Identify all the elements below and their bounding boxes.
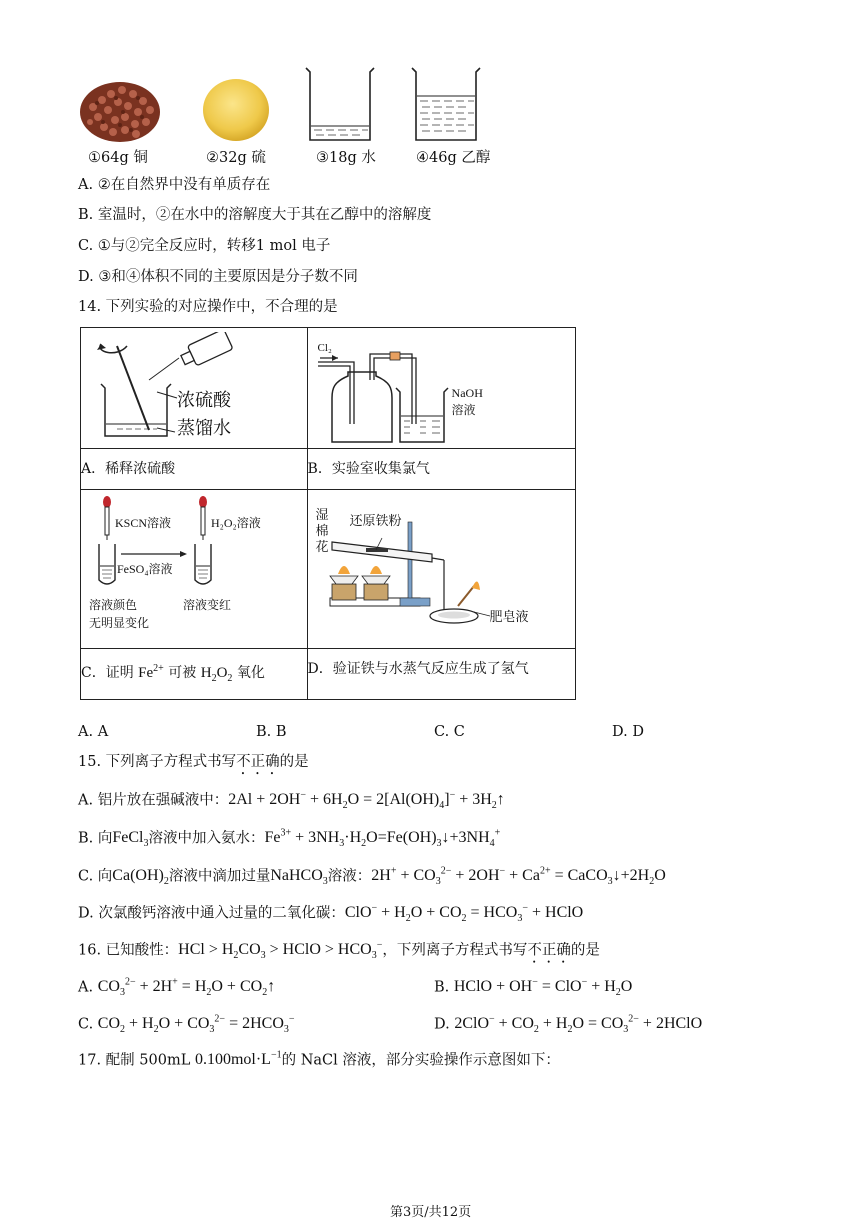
q15-option-d (78, 899, 583, 930)
q15-c-prefix: C. 向 (78, 868, 113, 885)
label-cl2: Cl₂ (317, 342, 332, 354)
q16-stem (78, 936, 600, 967)
q14-stem: 14. 下列实验的对应操作中，不合理的是 (78, 299, 338, 315)
q16-stem-mid: ，下列离子方程式书写 (382, 942, 528, 959)
q13-option-a: A. ②在自然界中没有单质存在 (78, 177, 271, 193)
label-no-change: 无明显变化 (89, 616, 150, 630)
q13-option-d: D. ③和④体积不同的主要原因是分子数不同 (78, 269, 358, 285)
label-h2o2: H₂O₂溶液 (211, 516, 261, 530)
q14-choice-a: A. A (78, 724, 109, 740)
copper-granules-image (78, 72, 162, 144)
sulfur-powder-image (200, 72, 272, 144)
q15-b-mid: 溶液中加入氨水： (148, 830, 265, 847)
q15-a-prefix: A. 铝片放在强碱液中： (78, 792, 229, 809)
q17-stem-prefix: 17. 配制 500mL (78, 1052, 195, 1069)
label-turns-red: 溶液变红 (183, 598, 232, 612)
cell-c-caption-suffix: 氧化 (236, 665, 265, 681)
cell-c-image (81, 490, 308, 649)
q16-option-c (78, 1010, 295, 1041)
label-wet-2: 棉 (315, 524, 329, 539)
q16-c-equation: $CO_2 + H_2O + CO_3^{2-} = 2HCO_3^-$ (97, 1014, 295, 1036)
label-iron-powder: 还原铁粉 (349, 514, 402, 529)
cell-b-image (307, 328, 575, 449)
h2o2-formula: $H_2O_2$ (200, 665, 233, 684)
cell-c-caption-mid: 可被 (168, 665, 197, 681)
q16-a-equation: $CO_3^{2-} + 2H^+ = H_2O$ + $CO_2↑$ (97, 977, 276, 999)
q15-b-equation: $Fe^{3+}$ + $3NH_3\cdot H_2O=Fe(OH)_3↓+3NH_4^+$ (264, 828, 501, 850)
q16-option-a (78, 973, 275, 1004)
q17-conc-text: 0.100mol·L (194, 1051, 271, 1069)
q15-stem-prefix: 15. 下列离子方程式书写 (78, 754, 237, 770)
q13-option-b: B. 室温时，②在水中的溶解度大于其在乙醇中的溶解度 (78, 207, 432, 223)
q15-b-prefix: B. 向 (78, 830, 113, 847)
q16-option-d (434, 1010, 702, 1041)
water-beaker-image (302, 66, 376, 146)
label-wet-1: 湿 (315, 508, 329, 523)
q16-option-b (434, 973, 632, 1004)
q16-stem-prefix: 16. 已知酸性： (78, 942, 179, 959)
cell-b-caption: B．实验室收集氯气 (307, 449, 575, 490)
acidity-order: HCl > $H_2CO_3$ > HClO > $HCO_3^-$ (178, 940, 383, 962)
cell-c-caption (81, 649, 308, 700)
q16-b-equation: HClO + $OH^- = ClO^- + H_2O$ (453, 977, 633, 999)
fe2-formula: $Fe^{2+}$ (138, 663, 164, 681)
q14-experiment-table (80, 327, 576, 700)
label-wet-3: 花 (315, 540, 329, 555)
chlorine-collection-diagram (312, 332, 572, 444)
q15-d-prefix: D. 次氯酸钙溶液中通入过量的二氧化碳： (78, 905, 345, 922)
label-naoh: NaOH (451, 386, 483, 400)
page-number: 第3页/共12页 (390, 1205, 472, 1220)
q16-stem-suffix: 的是 (570, 942, 600, 959)
figure-label-copper: ①64g 铜 (88, 150, 148, 166)
q14-choice-c: C. C (434, 724, 465, 740)
label-conc-h2so4: 浓硫酸 (177, 390, 231, 411)
q15-c-mid2: 溶液： (327, 868, 372, 885)
q15-d-equation: $ClO^- + H_2O + CO_2 = HCO_3^-$ + HClO (344, 903, 584, 925)
q15-a-equation: $2Al + 2OH^- + 6H_2O = 2[Al(OH)_4]^-$ + $3H_2↑$ (228, 790, 505, 812)
label-naoh-solution: 溶液 (451, 403, 476, 417)
q15-c-mid1: 溶液中滴加过量 (168, 868, 271, 885)
label-color-1: 溶液颜色 (89, 598, 138, 612)
q16-a-prefix: A. (78, 979, 98, 996)
cell-d-caption: D．验证铁与水蒸气反应生成了氢气 (307, 649, 575, 700)
cell-d-image (307, 490, 575, 649)
nahco3-formula: NaHCO$_3$ (270, 867, 328, 888)
q14-choice-d: D. D (612, 724, 644, 740)
label-feso4: FeSO₄溶液 (117, 562, 173, 576)
label-distilled-water: 蒸馏水 (177, 418, 231, 439)
q15-option-a (78, 786, 505, 817)
q16-b-prefix: B. (434, 979, 454, 996)
q15-option-b (78, 824, 500, 855)
label-kscn: KSCN溶液 (115, 516, 172, 530)
q13-option-c: C. ①与②完全反应时，转移1 mol 电子 (78, 238, 331, 254)
q15-stem (78, 752, 309, 778)
cell-a-caption: A．稀释浓硫酸 (81, 449, 308, 490)
figure-label-ethanol: ④46g 乙醇 (416, 150, 491, 166)
cell-c-caption-prefix: C．证明 (81, 665, 134, 681)
figure-label-water: ③18g 水 (316, 150, 376, 166)
q16-stem-emphasis: 不正确 (527, 942, 571, 959)
q16-d-equation: $2ClO^- + CO_2 + H_2O = CO_3^{2-}$ + 2HClO (454, 1014, 703, 1036)
ethanol-beaker-image (408, 66, 482, 146)
caoh2-formula: $Ca(OH)_2$ (112, 867, 169, 888)
q17-concentration: $0.100mol\cdot L^{-1}$ (194, 1050, 282, 1069)
q16-d-prefix: D. (434, 1016, 455, 1033)
figure-label-sulfur: ②32g 硫 (206, 150, 266, 166)
q17-stem (78, 1046, 560, 1070)
fecl3-formula: FeCl$_3$ (112, 829, 149, 850)
label-soap-solution: 肥皂液 (489, 610, 529, 625)
q15-c-equation: $2H^+ + CO_3^{2-} + 2OH^- + Ca^{2+}$ = $CaCO_3↓+2H_2O$ (371, 866, 666, 888)
q17-stem-suffix: 的 NaCl 溶液，部分实验操作示意图如下： (281, 1052, 560, 1069)
q15-stem-suffix: 的是 (279, 754, 309, 770)
q14-choice-b: B. B (256, 724, 287, 740)
q16-c-prefix: C. (78, 1016, 98, 1033)
cell-a-image (81, 328, 308, 449)
q15-option-c (78, 862, 666, 893)
q15-stem-emphasis: 不正确 (236, 754, 280, 770)
